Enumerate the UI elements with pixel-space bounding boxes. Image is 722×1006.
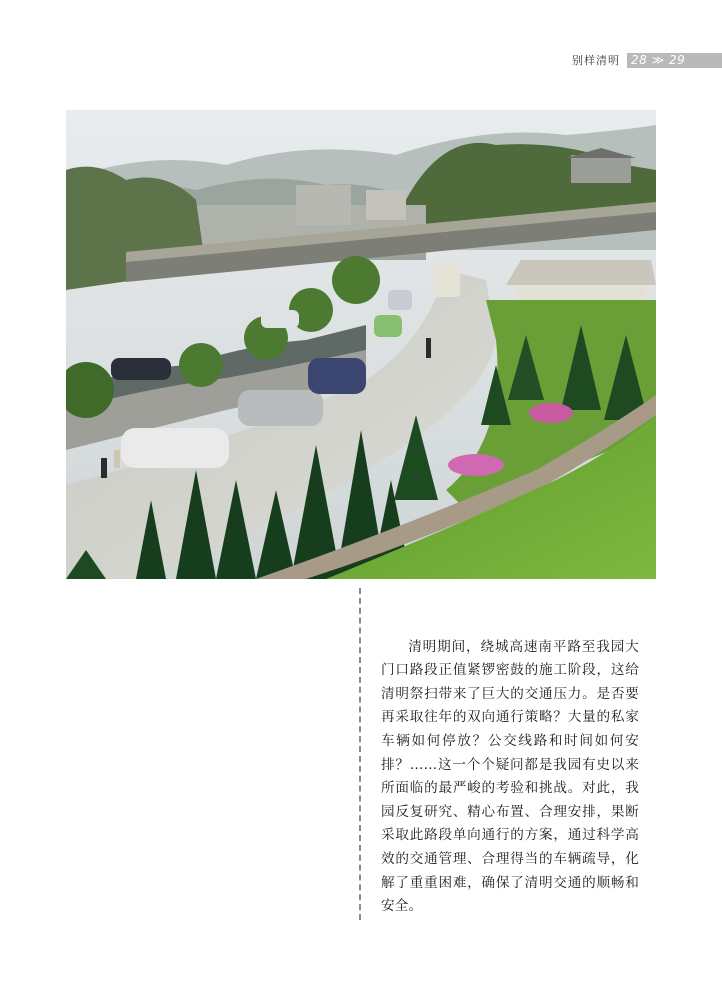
article-paragraph: 清明期间，绕城高速南平路至我园大门口路段正值紧锣密鼓的施工阶段，这给清明祭扫带来了巨大的交通压力。是否要再采取往年的双向通行策略？大量的私家车辆如何停放？公交线路和时间如何安排？……这一个个疑问都是我园有史以来所面临的最严峻的考验和挑战。对此，我园反复研究、精心布置、合理安排，果断采取此路段单向通行的方案，通过科学高效的交通管理、合理得当的车辆疏导，化解了重重困难，确保了清明交通的顺畅和安全。	[381, 638, 639, 915]
pedestrian	[426, 338, 431, 358]
parked-car	[238, 390, 323, 426]
photo-illustration	[66, 110, 656, 579]
section-title: 别样清明	[572, 54, 620, 67]
cemetery-road-photo	[66, 110, 656, 579]
pavilion-roof	[506, 260, 656, 285]
parked-car	[111, 358, 171, 380]
flower-bed	[448, 454, 504, 476]
roadside-tree	[179, 343, 223, 387]
pedestrian	[114, 450, 120, 468]
parked-car	[308, 358, 366, 394]
building-a	[296, 185, 351, 225]
bus	[434, 265, 460, 297]
running-header	[572, 52, 722, 68]
parked-car	[374, 315, 402, 337]
parked-car	[388, 290, 412, 310]
dashed-divider	[359, 588, 361, 920]
temple-building	[571, 155, 631, 183]
roadside-tree	[332, 256, 380, 304]
parked-car	[261, 310, 299, 328]
pedestrian	[101, 458, 107, 478]
parked-car	[121, 428, 229, 468]
flower-bed	[529, 403, 573, 423]
page-number-bar: 28 ≫ 29	[627, 53, 722, 68]
building-b	[366, 190, 406, 220]
